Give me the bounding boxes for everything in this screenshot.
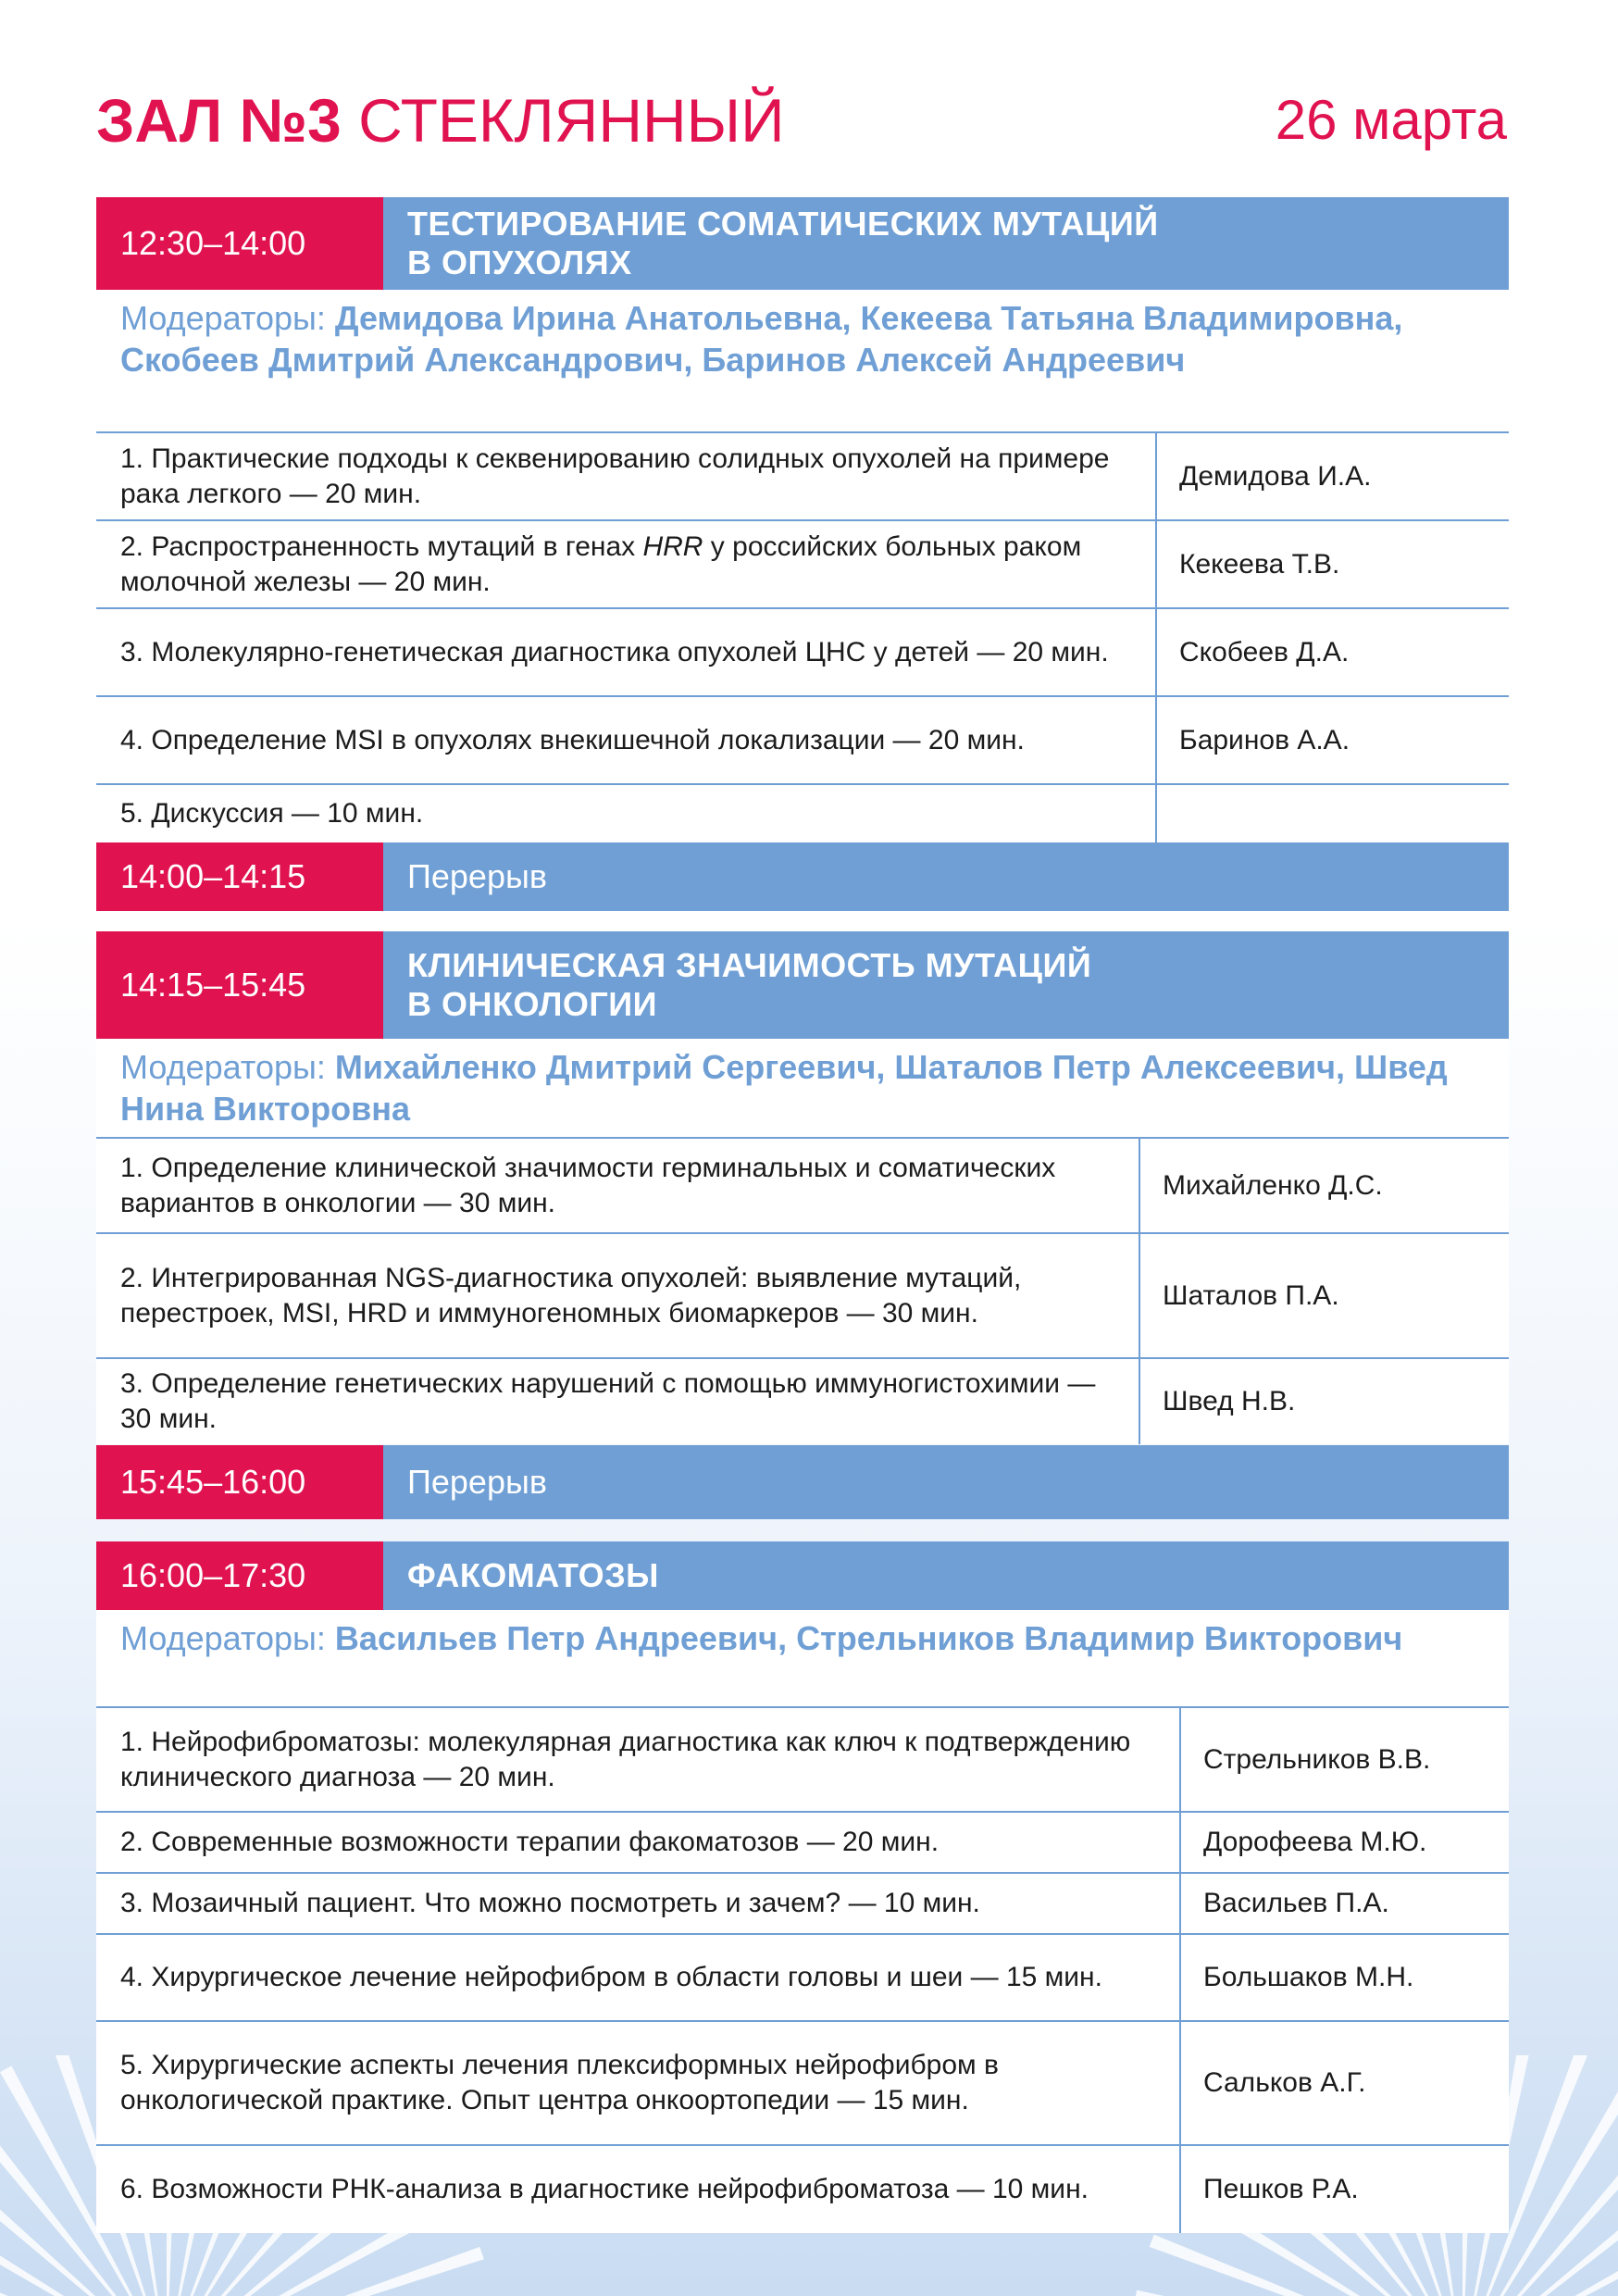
session-moderators	[96, 290, 1509, 433]
break-1	[96, 842, 1509, 911]
talk-speaker: Скобеев Д.А.	[1179, 636, 1350, 668]
talk-row	[96, 1359, 1509, 1444]
talk-row	[96, 1935, 1509, 2022]
break-label: Перерыв	[407, 857, 547, 895]
talk-row	[96, 521, 1509, 609]
moderators-label: Модераторы:	[120, 1619, 326, 1657]
session-header	[96, 197, 1509, 290]
talk-speaker: Дорофеева М.Ю.	[1203, 1827, 1427, 1857]
talk-row	[96, 785, 1509, 842]
session-title: КЛИНИЧЕСКАЯ ЗНАЧИМОСТЬ МУТАЦИЙ В ОНКОЛОГИИ	[407, 946, 1092, 1023]
session-time: 16:00–17:30	[96, 1541, 383, 1610]
event-date: 26 марта	[1275, 89, 1507, 151]
session-3	[96, 1541, 1509, 2233]
break-time: 14:00–14:15	[96, 842, 383, 911]
session-moderators	[96, 1610, 1509, 1708]
moderators-label: Модераторы:	[120, 299, 326, 337]
talk-speaker: Сальков А.Г.	[1203, 2067, 1366, 2098]
session-time: 12:30–14:00	[96, 197, 383, 290]
talk-title	[96, 521, 1157, 607]
moderators-names: Васильев Петр Андреевич, Стрельников Владимир Викторович	[334, 1619, 1403, 1657]
talk-speaker: Васильев П.А.	[1203, 1888, 1389, 1918]
talk-title: 6. Возможности РНК-анализа в диагностике нейрофиброматоза — 10 мин.	[96, 2146, 1181, 2233]
talk-title: 4. Хирургическое лечение нейрофибром в области головы и шеи — 15 мин.	[96, 1935, 1181, 2020]
talk-speaker: Шаталов П.А.	[1163, 1279, 1339, 1311]
talk-row	[96, 697, 1509, 785]
talk-title: 3. Мозаичный пациент. Что можно посмотреть и зачем? — 10 мин.	[96, 1874, 1181, 1933]
talk-title: 2. Интегрированная NGS-диагностика опухолей: выявление мутаций, перестроек, MSI, HRD и иммуногеномных биомаркеров — 30 мин.	[96, 1234, 1140, 1357]
talk-speaker: Швед Н.В.	[1163, 1386, 1296, 1416]
talk-title-part: 2. Распространенность мутаций в генах	[120, 530, 643, 562]
moderators-names: Михайленко Дмитрий Сергеевич, Шаталов Петр Алексеевич, Швед Нина Викторовна	[120, 1048, 1448, 1128]
session-1	[96, 197, 1509, 842]
talk-title-part: у российских больных раком молочной железы — 20 мин.	[120, 530, 1082, 597]
talk-row	[96, 1234, 1509, 1359]
talk-title: 5. Дискуссия — 10 мин.	[96, 785, 1157, 842]
session-2	[96, 931, 1509, 1444]
talk-row	[96, 1708, 1509, 1813]
session-header	[96, 931, 1509, 1039]
talk-speaker: Демидова И.А.	[1179, 460, 1372, 492]
talk-speaker: Баринов А.А.	[1179, 724, 1350, 755]
talk-row	[96, 1139, 1509, 1234]
session-time: 14:15–15:45	[96, 931, 383, 1039]
break-row	[96, 842, 1509, 911]
talk-title: 2. Современные возможности терапии факоматозов — 20 мин.	[96, 1813, 1181, 1872]
talk-row	[96, 433, 1509, 521]
hall-title	[96, 79, 785, 162]
session-title: ФАКОМАТОЗЫ	[407, 1556, 659, 1594]
talk-row	[96, 1813, 1509, 1874]
talk-title: 5. Хирургические аспекты лечения плексиформных нейрофибром в онкологической практике. Опыт центра онкоортопедии — 15 мин.	[96, 2022, 1181, 2144]
gene-name: HRR	[642, 530, 703, 562]
moderators-label: Модераторы:	[120, 1048, 326, 1086]
session-title: ТЕСТИРОВАНИЕ СОМАТИЧЕСКИХ МУТАЦИЙ В ОПУХОЛЯХ	[407, 205, 1159, 281]
page-header	[96, 79, 1507, 162]
talk-speaker: Стрельников В.В.	[1203, 1743, 1431, 1775]
talk-row	[96, 2022, 1509, 2146]
talk-title: 1. Определение клинической значимости герминальных и соматических вариантов в онкологии — 30 мин.	[96, 1139, 1140, 1232]
break-time: 15:45–16:00	[96, 1445, 383, 1519]
talk-title: 1. Нейрофиброматозы: молекулярная диагностика как ключ к подтверждению клинического диагноза — 20 мин.	[96, 1708, 1181, 1811]
talk-row	[96, 2146, 1509, 2233]
talk-speaker: Большаков М.Н.	[1203, 1962, 1414, 1992]
hall-name: СТЕКЛЯННЫЙ	[358, 86, 785, 155]
talk-speaker	[1157, 785, 1509, 842]
session-moderators	[96, 1039, 1509, 1139]
talk-row	[96, 609, 1509, 697]
talk-title: 3. Определение генетических нарушений с помощью иммуногистохимии — 30 мин.	[96, 1359, 1140, 1444]
talk-title: 3. Молекулярно-генетическая диагностика опухолей ЦНС у детей — 20 мин.	[96, 609, 1157, 695]
hall-number: ЗАЛ №3	[96, 86, 342, 155]
break-2	[96, 1445, 1509, 1519]
talk-speaker: Михайленко Д.С.	[1163, 1169, 1383, 1201]
break-row	[96, 1445, 1509, 1519]
talk-title: 1. Практические подходы к секвенированию солидных опухолей на примере рака легкого — 20 мин.	[96, 433, 1157, 519]
talk-title: 4. Определение MSI в опухолях внекишечной локализации — 20 мин.	[96, 697, 1157, 783]
session-header	[96, 1541, 1509, 1610]
talk-speaker: Кекеева Т.В.	[1179, 548, 1340, 580]
moderators-names: Демидова Ирина Анатольевна, Кекеева Татьяна Владимировна, Скобеев Дмитрий Александрович, Баринов Алексей Андреевич	[120, 299, 1403, 379]
talk-row	[96, 1874, 1509, 1935]
talk-speaker: Пешков Р.А.	[1203, 2174, 1359, 2204]
break-label: Перерыв	[407, 1463, 547, 1501]
